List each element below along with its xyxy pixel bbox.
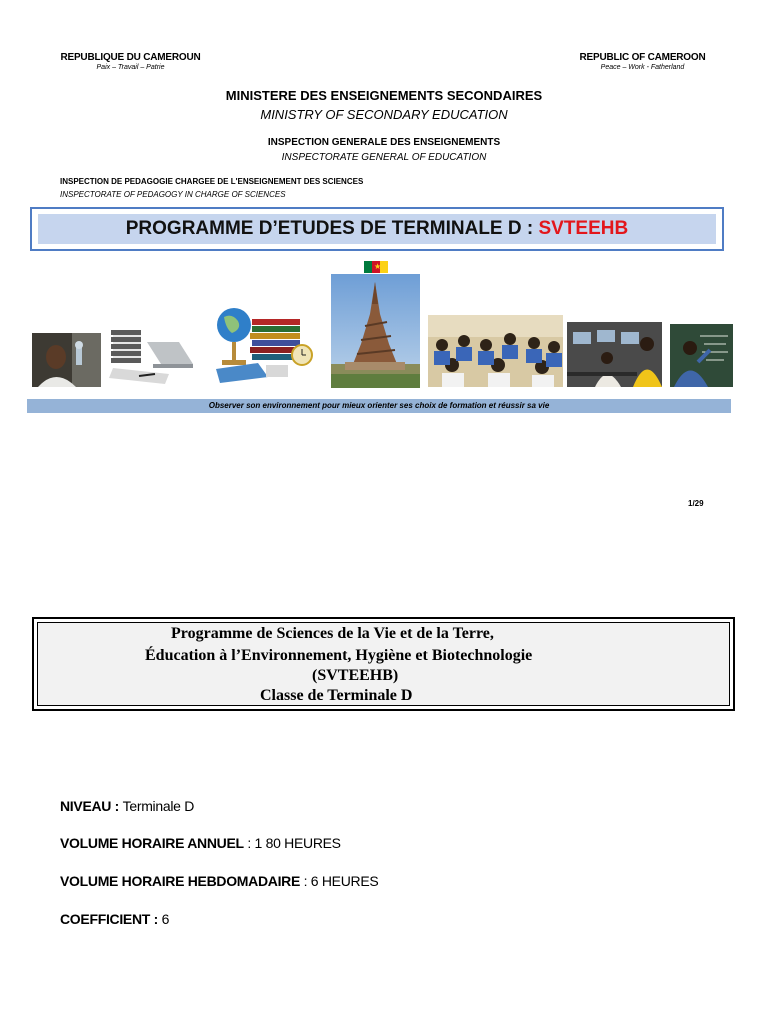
hebdo-label: VOLUME HORAIRE HEBDOMADAIRE: [60, 873, 301, 889]
annuel-value: : 1 80 HEURES: [243, 835, 341, 851]
slogan-band: Observer son environnement pour mieux orienter ses choix de formation et réussir sa vie: [27, 399, 731, 413]
coef-label: COEFFICIENT :: [60, 911, 162, 927]
pedagogy-en: INSPECTORATE OF PEDAGOGY IN CHARGE OF SCIENCES: [60, 190, 286, 199]
program-box-inner: [37, 622, 730, 706]
ministry-en: MINISTRY OF SECONDARY EDUCATION: [260, 107, 508, 122]
hebdo-value: : 6 HEURES: [300, 873, 379, 889]
motto-en: Peace – Work - Fatherland: [600, 64, 685, 71]
program-line-2: Éducation à l’Environnement, Hygiène et Biotechnologie: [145, 647, 533, 664]
scientist-photo: [32, 333, 101, 387]
program-line-1: Programme de Sciences de la Vie et de la Terre,: [171, 625, 494, 642]
info-volume-annuel: [60, 835, 341, 851]
page-number: 1/29: [688, 499, 704, 508]
title-band: [30, 207, 724, 251]
coef-value: 6: [161, 911, 170, 927]
books-laptop-photo: [109, 324, 195, 387]
pedagogy-fr: INSPECTION DE PEDAGOGIE CHARGEE DE L'ENSEIGNEMENT DES SCIENCES: [60, 177, 364, 186]
classroom-students-photo: [428, 315, 563, 387]
inspectorate-fr: INSPECTION GENERALE DES ENSEIGNEMENTS: [267, 137, 501, 148]
program-line-3: (SVTEEHB): [312, 667, 399, 684]
program-box: [32, 617, 735, 711]
title-main: PROGRAMME D’ETUDES DE TERMINALE D :: [125, 218, 539, 239]
country-name-en: REPUBLIC OF CAMEROON: [579, 52, 706, 63]
header-left: [58, 52, 203, 71]
info-coefficient: [60, 911, 169, 927]
reunification-monument-photo: [331, 274, 420, 388]
document-title: [38, 214, 716, 244]
niveau-label: NIVEAU :: [60, 798, 123, 814]
computer-lab-photo: [567, 322, 662, 387]
info-niveau: [60, 798, 194, 814]
header-right: [570, 52, 715, 71]
ministry-fr: MINISTERE DES ENSEIGNEMENTS SECONDAIRES: [225, 88, 543, 103]
teacher-blackboard-photo: [670, 324, 733, 387]
info-volume-hebdo: [60, 873, 378, 889]
title-accent: SVTEEHB: [538, 218, 629, 239]
inspectorate-en: INSPECTORATE GENERAL OF EDUCATION: [281, 152, 487, 163]
niveau-value: Terminale D: [122, 798, 195, 814]
annuel-label: VOLUME HORAIRE ANNUEL: [60, 835, 244, 851]
globe-books-clock-photo: [212, 303, 316, 383]
country-name-fr: REPUBLIQUE DU CAMEROUN: [60, 52, 201, 63]
cameroon-flag-icon: ★: [364, 261, 388, 273]
motto-fr: Paix – Travail – Patrie: [96, 64, 165, 71]
program-line-4: Classe de Terminale D: [260, 687, 413, 704]
